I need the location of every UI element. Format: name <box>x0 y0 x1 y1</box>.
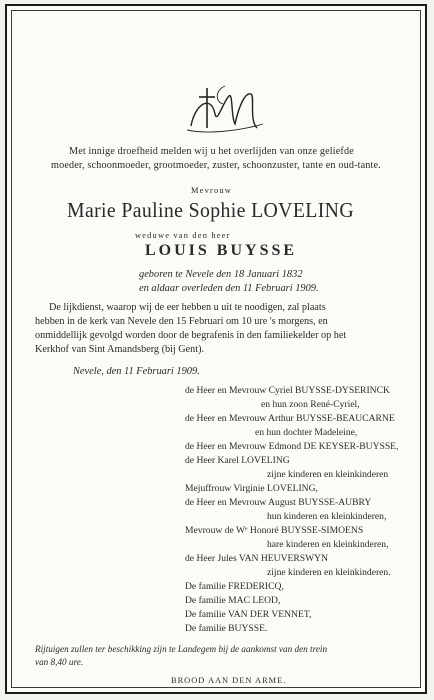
family-line-9: de Heer en Mevrouw August BUYSSE-AUBRY <box>185 497 372 508</box>
mevrouw-label: Mevrouw <box>191 186 232 195</box>
notice-line-1: Rijtuigen zullen ter beschikking zijn te Landegem bij de aankomst van den trein <box>35 644 328 654</box>
intro-line-1: Met innige droefheid melden wij u het overlijden van onze geliefde <box>69 146 354 157</box>
family-line-11: Mevrouw de Wᵉ Honoré BUYSSE-SIMOENS <box>185 525 364 536</box>
memorial-card <box>5 4 427 694</box>
family-line-10: hun kinderen en kleinkinderen, <box>267 511 387 522</box>
family-line-12: hare kinderen en kleinkinderen, <box>267 539 389 550</box>
family-line-13: de Heer Jules VAN HEUVERSWYN <box>185 553 329 564</box>
service-line-2: hebben in de kerk van Nevele den 15 Februari om 10 ure 's morgens, en <box>35 316 328 327</box>
intro-line-2: moeder, schoonmoeder, grootmoeder, zuster, schoonzuster, tante en oud-tante. <box>51 160 381 171</box>
family-line-7: zijne kinderen en kleinkinderen <box>267 469 389 480</box>
deceased-name: Marie Pauline Sophie LOVELING <box>67 198 354 222</box>
cross-monogram-icon <box>185 84 265 136</box>
place-date: Nevele, den 11 Februari 1909. <box>73 366 200 377</box>
notice-line-2: van 8,40 ure. <box>35 657 84 667</box>
family-line-6: de Heer Karel LOVELING <box>185 455 290 466</box>
family-line-4: en hun dochter Madeleine, <box>255 427 358 438</box>
service-line-3: onmiddellijk gevolgd worden door de begrafenis in den familiekelder op het <box>35 330 347 341</box>
family-line-18: De familie BUYSSE. <box>185 623 268 634</box>
family-line-16: De familie MAC LEOD, <box>185 595 281 606</box>
widow-label: weduwe van den heer <box>135 231 231 240</box>
husband-name: LOUIS BUYSSE <box>145 242 298 259</box>
closing-line: BROOD AAN DEN ARME. <box>171 676 287 685</box>
family-line-2: en hun zoon René-Cyriel, <box>261 399 360 410</box>
service-line-4: Kerkhof van Sint Amandsberg (bij Gent). <box>35 344 205 355</box>
family-line-5: de Heer en Mevrouw Edmond DE KEYSER-BUYSSE, <box>185 441 399 452</box>
family-line-1: de Heer en Mevrouw Cyriel BUYSSE-DYSERINCK <box>185 385 390 396</box>
family-line-14: zijne kinderen en kleinkinderen. <box>267 567 391 578</box>
family-line-17: De familie VAN DER VENNET, <box>185 609 312 620</box>
family-line-15: De familie FREDERICQ, <box>185 581 284 592</box>
death-line: en aldaar overleden den 11 Februari 1909. <box>139 283 319 294</box>
family-line-8: Mejuffrouw Virginie LOVELING, <box>185 483 318 494</box>
birth-line: geboren te Nevele den 18 Januari 1832 <box>139 269 303 280</box>
service-line-1: De lijkdienst, waarop wij de eer hebben u uit te noodigen, zal plaats <box>49 302 326 313</box>
family-line-3: de Heer en Mevrouw Arthur BUYSSE-BEAUCARNE <box>185 413 395 424</box>
